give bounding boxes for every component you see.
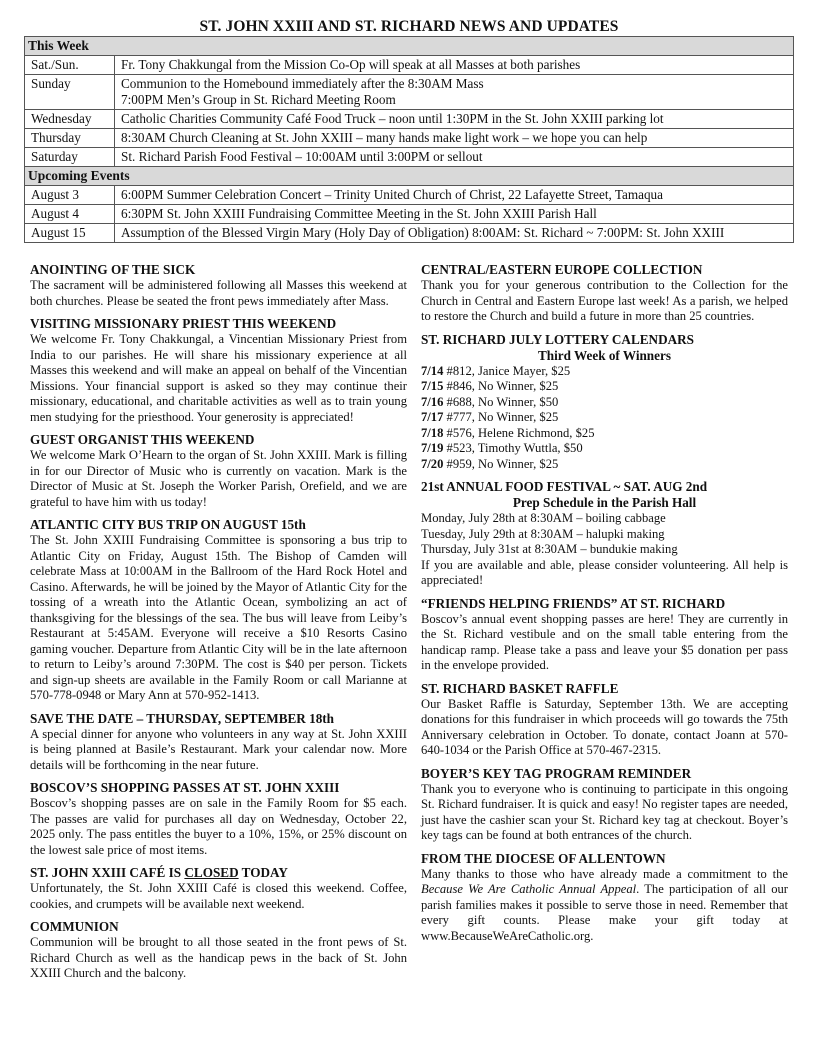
event-cell [115, 129, 794, 148]
save-date-section [30, 711, 407, 774]
body-text: Many thanks to those who have already made a commitment to the [421, 866, 788, 881]
page-title: ST. JOHN XXIII AND ST. RICHARD NEWS AND UPDATES [199, 18, 619, 35]
winner-text: #777, No Winner, $25 [446, 410, 559, 424]
winner-date: 7/18 [421, 425, 444, 440]
cafe-section [30, 865, 407, 912]
day-cell: August 15 [25, 224, 115, 243]
winner-text: #688, No Winner, $50 [446, 394, 559, 409]
section-heading: SAVE THE DATE – THURSDAY, SEPTEMBER 18th [30, 710, 335, 726]
closed-word: CLOSED [184, 865, 239, 880]
event-cell: 6:30PM St. John XXIII Fundraising Committee Meeting in the St. John XXIII Parish Hall [115, 205, 794, 224]
table-row [25, 75, 794, 110]
boscov-john-section [30, 780, 407, 858]
table-row [25, 56, 794, 75]
section-body: Unfortunately, the St. John XXIII Café is closed this weekend. Coffee, cookies, and crumpets will be available next weekend. [30, 881, 407, 911]
event-cell [115, 56, 794, 75]
newsletter-page [24, 16, 794, 243]
section-subheading: Third Week of Winners [537, 347, 671, 363]
friends-section [421, 596, 788, 674]
section-heading [30, 865, 407, 881]
winner-date: 7/19 [421, 441, 444, 455]
upcoming-header: Upcoming Events [25, 167, 794, 186]
day-cell: August 3 [25, 186, 115, 205]
section-heading: ANOINTING OF THE SICK [30, 262, 196, 277]
winner-date: 7/20 [421, 456, 444, 471]
section-heading: ATLANTIC CITY BUS TRIP ON AUGUST 15th [30, 517, 306, 532]
event-line: 7:00PM Men’s Group in St. Richard Meeting Room [121, 92, 396, 107]
event-line: Communion to the Homebound immediately after the 8:30AM Mass [121, 76, 484, 91]
day-cell: Wednesday [25, 110, 115, 129]
europe-section [421, 262, 788, 325]
list-item: Tuesday, July 29th at 8:30AM – halupki making [421, 526, 665, 541]
appeal-name: Because We Are Catholic Annual Appeal [421, 882, 637, 896]
upcoming-header-row [25, 167, 794, 186]
winner-text: #576, Helene Richmond, $25 [446, 425, 595, 440]
bus-trip-section [30, 517, 407, 704]
body-text: . The participation of all our parish families makes it possible to serve those in need. Remember that every gift counts. Please make your gift today at www.BecauseWeAreCatholic.org. [421, 882, 788, 943]
this-week-header: This Week [25, 37, 794, 56]
winner-text: #959, No Winner, $25 [446, 456, 559, 471]
heading-text: TODAY [238, 865, 288, 880]
festival-section [421, 479, 788, 589]
section-subheading: Prep Schedule in the Parish Hall [512, 495, 697, 510]
event-cell [115, 148, 794, 167]
right-column [421, 262, 788, 951]
table-row [25, 186, 794, 205]
event-cell: Assumption of the Blessed Virgin Mary (Holy Day of Obligation) 8:00AM: St. Richard ~ 7:00PM: St. John XXIII [115, 224, 794, 243]
section-heading: VISITING MISSIONARY PRIEST THIS WEEKEND [30, 316, 337, 331]
day-cell: August 4 [25, 205, 115, 224]
list-item [421, 395, 788, 411]
event-cell [115, 75, 794, 110]
event-line: St. Richard Parish Food Festival – 10:00AM until 3:00PM or sellout [121, 149, 483, 164]
winner-text: #523, Timothy Wuttla, $50 [446, 441, 583, 455]
day-cell: Sunday [25, 75, 115, 110]
basket-section [421, 681, 788, 759]
this-week-header-row [25, 37, 794, 56]
organist-section [30, 432, 407, 510]
winner-date: 7/15 [421, 379, 444, 393]
event-line: 8:30AM Church Cleaning at St. John XXIII – many hands make light work – we hope you can help [121, 130, 648, 145]
winner-text: #846, No Winner, $25 [446, 379, 559, 393]
boyer-section [421, 766, 788, 844]
section-body: Communion will be brought to all those seated in the front pews of St. Richard Church as well as the handicap pews in the back of St. John XXIII Church and the balcony. [30, 935, 407, 980]
missionary-section [30, 316, 407, 425]
list-item [421, 426, 788, 442]
event-line: Fr. Tony Chakkungal from the Mission Co-Op will speak at all Masses at both parishes [121, 57, 581, 72]
section-heading: FROM THE DIOCESE OF ALLENTOWN [421, 850, 666, 866]
list-item: Thursday, July 31st at 8:30AM – bundukie making [421, 542, 678, 556]
lottery-section [421, 332, 788, 473]
event-line: Catholic Charities Community Café Food Truck – noon until 1:30PM in the St. John XXIII parking lot [121, 111, 664, 126]
section-heading: COMMUNION [30, 919, 119, 934]
section-body [421, 867, 788, 945]
table-row [25, 129, 794, 148]
schedule-table [24, 36, 794, 243]
section-body: Thank you to everyone who is continuing to participate in this ongoing St. Richard fundraiser. It is quick and easy! No register tapes are needed, just have the cashier scan your St. Richard key tag at checkout. Boyer’s key tags can be found at both entrances of the church. [421, 781, 788, 842]
section-body: We welcome Fr. Tony Chakkungal, a Vincentian Missionary Priest from India to our parishes. He will share his missionary experience at all Masses this weekend and will make an appeal on behalf of the Vincentian Missions. Your financial support is asked so they may continue their missionary, educational, and charitable activities as well as to train young men studying for the priesthood. Your generosity is appreciated! [30, 332, 407, 424]
section-body: Boscov’s annual event shopping passes are here! They are currently in the St. Richard vestibule and on the small table entering from the handicap ramp. Please take a pass and leave your $5 donation per pass in the envelope provided. [421, 611, 788, 672]
day-cell: Saturday [25, 148, 115, 167]
section-body: Thank you for your generous contribution to the Collection for the Church in Central and Eastern Europe last week! As a parish, we helped to restore the Church and build a future in more than 25 countries. [421, 278, 788, 323]
table-row [25, 224, 794, 243]
table-row [25, 148, 794, 167]
section-heading: 21st ANNUAL FOOD FESTIVAL ~ SAT. AUG 2nd [421, 479, 708, 494]
section-heading: ST. RICHARD JULY LOTTERY CALENDARS [421, 331, 694, 347]
section-body: A special dinner for anyone who volunteers in any way at St. John XXIII is being planned at Basile’s Restaurant. Mark your calendar now. More details will be forthcoming in the near future. [30, 726, 407, 772]
section-body: Our Basket Raffle is Saturday, September 13th. We are accepting donations for this fundraiser in which proceeds will go towards the 75th Anniversary celebration in October. To donate, contact Joann at 570-640-1034 or the Parish Office at 570-467-2315. [421, 696, 788, 757]
section-heading: ST. RICHARD BASKET RAFFLE [421, 680, 619, 696]
heading-text: ST. JOHN XXIII CAFÉ IS [30, 865, 185, 880]
list-item: Monday, July 28th at 8:30AM – boiling cabbage [421, 511, 666, 525]
list-item [421, 379, 788, 395]
section-body: Boscov’s shopping passes are on sale in the Family Room for $5 each. The passes are valid for purchases all day on Wednesday, October 22, 2025 only. The pass entitles the buyer to a 10%, 15%, or 25% discount on the lowest sale price of most items. [30, 796, 407, 857]
list-item [421, 457, 788, 473]
winner-date: 7/16 [421, 394, 444, 409]
section-body: We welcome Mark O’Hearn to the organ of St. John XXIII. Mark is filling in for our Director of Music who is currently on vacation. Mark is the Director of Music at St. Joseph the Worker Parish, Orefield, and we are grateful to have him with us today! [30, 448, 407, 509]
winner-date: 7/14 [421, 363, 444, 378]
list-item [421, 410, 788, 426]
section-body: The sacrament will be administered following all Masses this weekend at both churches. Please be seated the front pews immediately after Mass. [30, 278, 407, 308]
winner-text: #812, Janice Mayer, $25 [446, 363, 571, 378]
section-body: The St. John XXIII Fundraising Committee is sponsoring a bus trip to Atlantic City on Friday, August 15th. The Bishop of Camden will celebrate Mass at 10:00AM in the Ballroom of the Hard Rock Hotel and Casino. Afterwards, he will be joined by the Mayor of Atlantic City for the tossing of a wreath into the Atlantic Ocean, symbolizing an act of thanksgiving for the blessings of the sea. The bus will leave from Leiby’s Restaurant at 5:45AM. Everyone will receive a $10 Resorts Casino gaming voucher. Departure from Atlantic City will be in the late afternoon to return to Leiby’s around 7:30PM. The cost is $40 per person. Tickets and sign-up sheets are available in the Family Room or call Marianne at 570-778-0948 or Mary Ann at 570-952-1413. [30, 533, 407, 702]
section-heading: GUEST ORGANIST THIS WEEKEND [30, 432, 255, 447]
list-item [421, 441, 788, 457]
winner-date: 7/17 [421, 410, 444, 424]
communion-section [30, 919, 407, 982]
day-cell: Sat./Sun. [25, 56, 115, 75]
anointing-section [30, 262, 407, 309]
section-heading: CENTRAL/EASTERN EUROPE COLLECTION [421, 262, 703, 277]
table-row [25, 110, 794, 129]
day-cell: Thursday [25, 129, 115, 148]
table-row [25, 205, 794, 224]
event-cell: 6:00PM Summer Celebration Concert – Trinity United Church of Christ, 22 Lafayette Street, Tamaqua [115, 186, 794, 205]
section-heading: BOSCOV’S SHOPPING PASSES AT ST. JOHN XXIII [30, 780, 340, 795]
list-item [421, 364, 788, 380]
section-body: If you are available and able, please consider volunteering. All help is appreciated! [421, 557, 788, 587]
section-heading: “FRIENDS HELPING FRIENDS” AT ST. RICHARD [421, 595, 726, 611]
diocese-section [421, 851, 788, 945]
event-cell [115, 110, 794, 129]
left-column [30, 262, 407, 989]
section-heading: BOYER’S KEY TAG PROGRAM REMINDER [421, 765, 692, 781]
